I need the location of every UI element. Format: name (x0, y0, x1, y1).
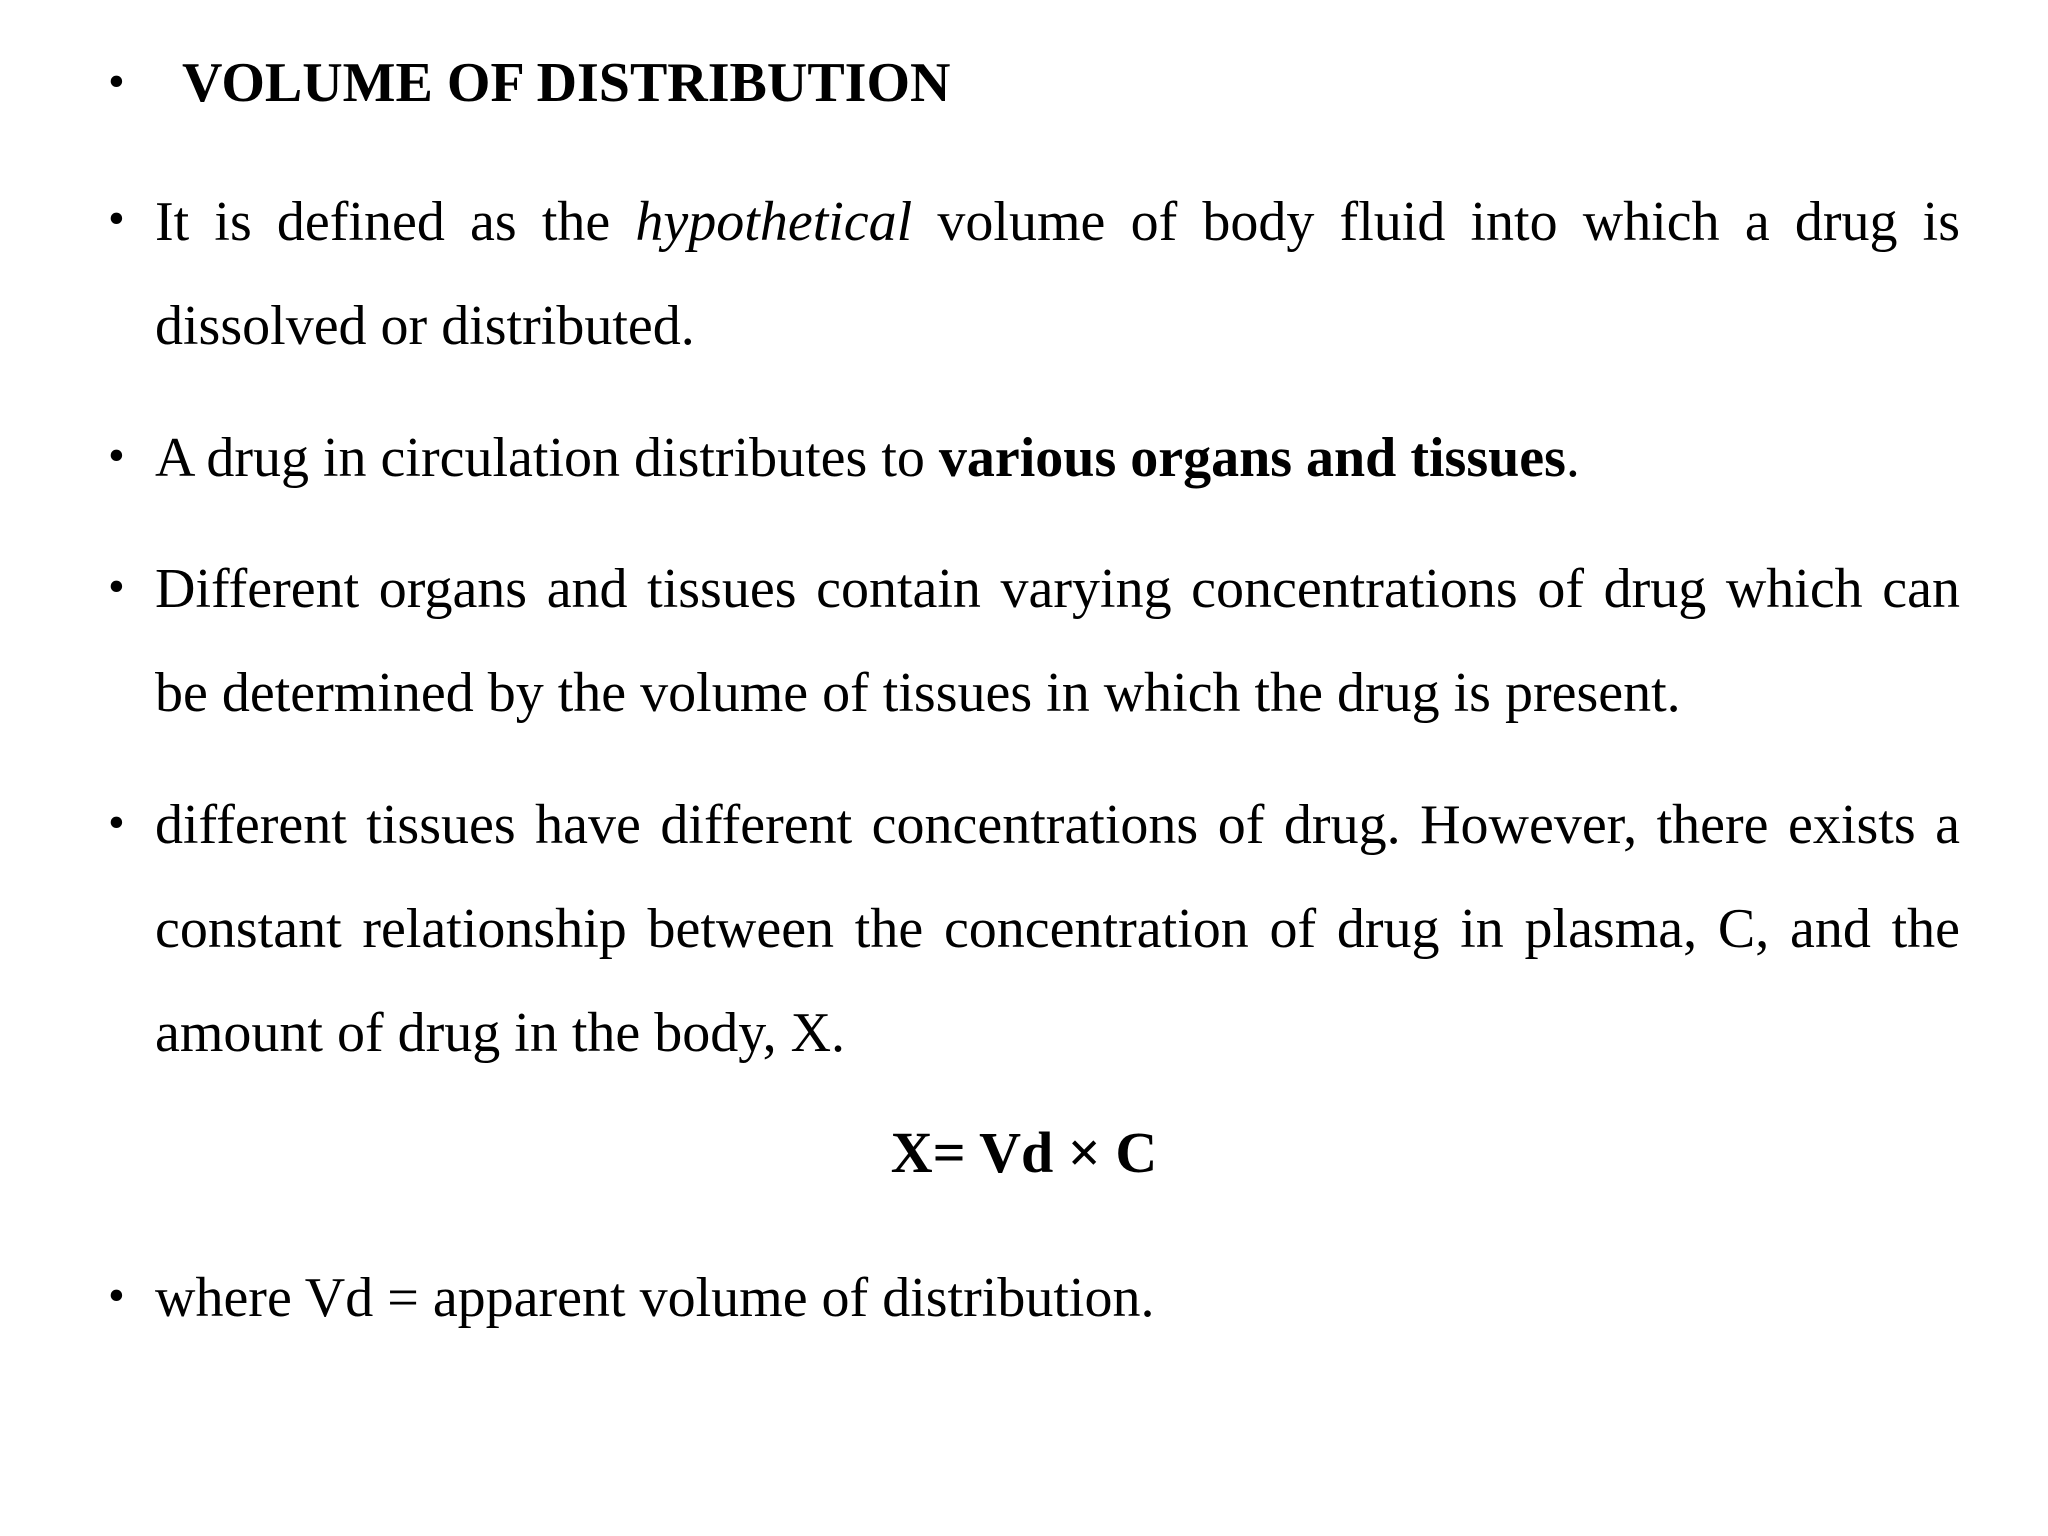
paragraph-relationship (155, 773, 1960, 1085)
paragraph-relationship-line-3: amount of drug in the body, X. (155, 1002, 846, 1064)
circulation-text-start: A drug in circulation distributes to (155, 427, 925, 489)
paragraph-circulation-line-1 (155, 406, 1960, 510)
circulation-emphasis: various organs and tissues (938, 427, 1566, 489)
paragraph-definition-line-2: dissolved or distributed. (155, 295, 695, 357)
paragraph-organs-line-2: be determined by the volume of tissues in which the drug is present. (155, 662, 1681, 724)
bullet-2: • (108, 429, 125, 482)
definition-emphasis: hypothetical (635, 191, 913, 253)
slide-heading: VOLUME OF DISTRIBUTION (182, 52, 951, 114)
paragraph-circulation (155, 406, 1960, 510)
bullet-1: • (108, 192, 125, 245)
bullet-3: • (108, 560, 125, 613)
paragraph-definition-line-1 (155, 170, 1960, 274)
paragraph-organs-line-1: Different organs and tissues contain varying concentrations of drug which can (155, 558, 1960, 620)
bullet-4: • (108, 796, 125, 849)
paragraph-vd-definition-line-1: where Vd = apparent volume of distribution. (155, 1267, 1155, 1329)
paragraph-vd-definition (155, 1246, 1960, 1350)
circulation-text-end: . (1565, 427, 1580, 489)
definition-text-end: volume of body fluid into which a drug is (937, 191, 1961, 253)
paragraph-definition (155, 170, 1960, 378)
definition-text-start: It is defined as the (155, 191, 611, 253)
paragraph-organs (155, 537, 1960, 745)
paragraph-relationship-line-2: constant relationship between the concentration of drug in plasma, C, and the (155, 898, 1960, 960)
formula: X= Vd × C (890, 1120, 1158, 1185)
paragraph-relationship-line-1: different tissues have different concentrations of drug. However, there exists a (155, 794, 1960, 856)
bullet-5: • (108, 1269, 125, 1322)
bullet-heading: • (108, 55, 125, 108)
